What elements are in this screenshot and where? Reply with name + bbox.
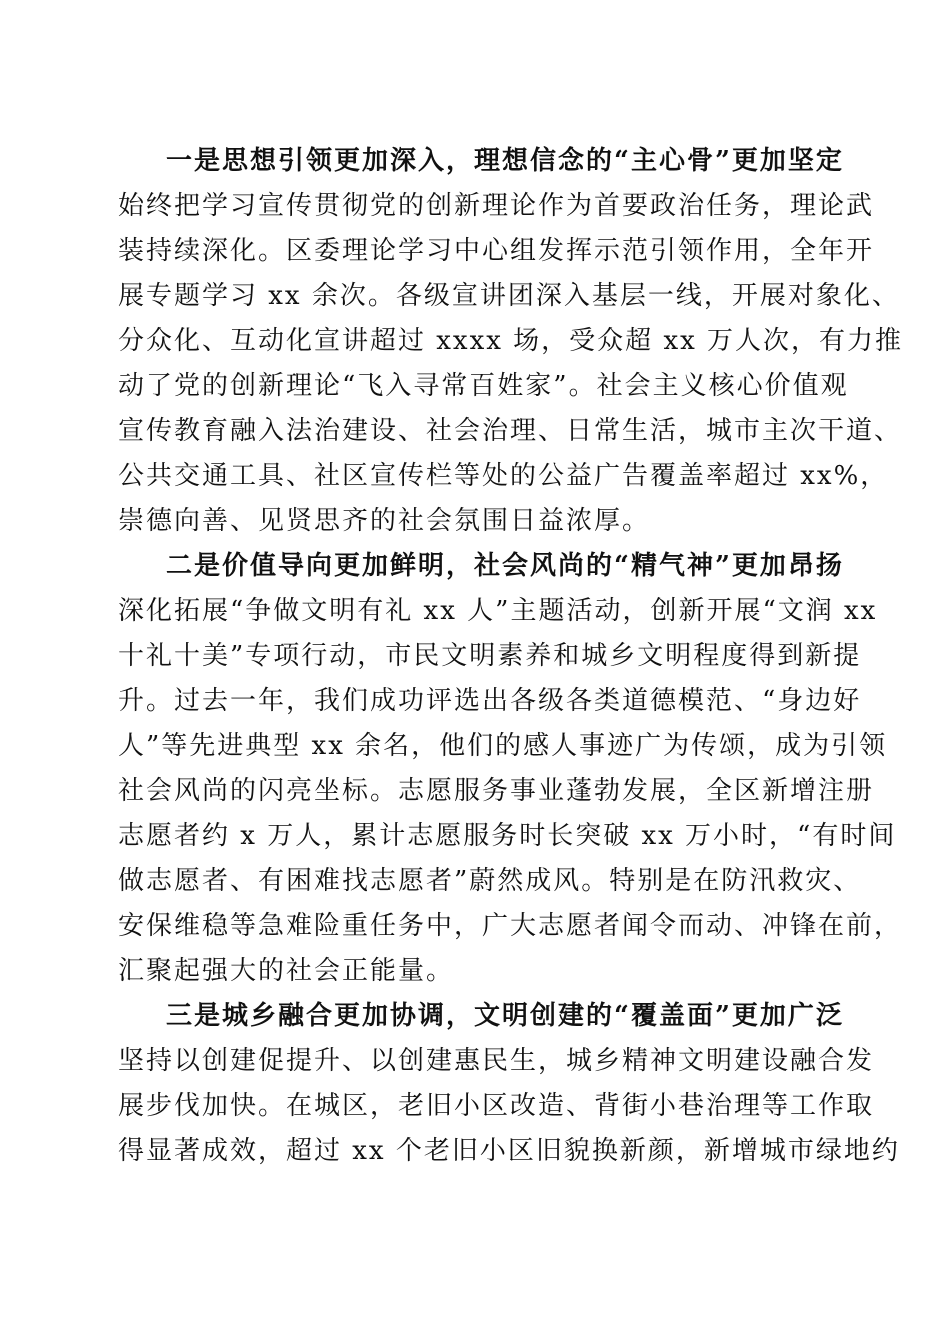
- body-line: 动了党的创新理论“飞入寻常百姓家”。社会主义核心价值观: [118, 371, 849, 401]
- body-line: 社会风尚的闪亮坐标。志愿服务事业蓬勃发展，全区新增注册: [118, 776, 875, 806]
- body-line: 汇聚起强大的社会正能量。: [118, 956, 455, 986]
- body-line: 得显著成效，超过 xx 个老旧小区旧貌换新颜，新增城市绿地约: [118, 1136, 900, 1166]
- body-line: 始终把学习宣传贯彻党的创新理论作为首要政治任务，理论武: [118, 191, 875, 221]
- body-line: 志愿者约 x 万人，累计志愿服务时长突破 xx 万小时，“有时间: [118, 821, 897, 851]
- body-line: 做志愿者、有困难找志愿者”蔚然成风。特别是在防汛救灾、: [118, 866, 862, 896]
- body-line: 崇德向善、见贤思齐的社会氛围日益浓厚。: [118, 506, 651, 536]
- section-heading: 二是价值导向更加鲜明，社会风尚的“精气神”更加昂扬: [166, 551, 844, 581]
- section-heading: 三是城乡融合更加协调，文明创建的“覆盖面”更加广泛: [166, 1001, 844, 1031]
- section-3: [118, 994, 900, 1174]
- body-line: 深化拓展“争做文明有礼 xx 人”主题活动，创新开展“文润 xx: [118, 596, 878, 626]
- body-line: 展专题学习 xx 余次。各级宣讲团深入基层一线，开展对象化、: [118, 281, 900, 311]
- body-line: 安保维稳等急难险重任务中，广大志愿者闻令而动、冲锋在前，: [118, 911, 903, 941]
- body-line: 分众化、互动化宣讲超过 xxxx 场，受众超 xx 万人次，有力推: [118, 326, 904, 356]
- body-line: 坚持以创建促提升、以创建惠民生，城乡精神文明建设融合发: [118, 1046, 875, 1076]
- body-line: 宣传教育融入法治建设、社会治理、日常生活，城市主次干道、: [118, 416, 903, 446]
- section-2: [118, 544, 903, 994]
- body-line: 升。过去一年，我们成功评选出各级各类道德模范、“身边好: [118, 686, 862, 716]
- section-heading: 一是思想引领更加深入，理想信念的“主心骨”更加坚定: [166, 146, 844, 176]
- body-line: 装持续深化。区委理论学习中心组发挥示范引领作用，全年开: [118, 236, 875, 266]
- body-line: 人”等先进典型 xx 余名，他们的感人事迹广为传颂，成为引领: [118, 731, 888, 761]
- section-1: [118, 139, 904, 544]
- body-line: 十礼十美”专项行动，市民文明素养和城乡文明程度得到新提: [118, 641, 862, 671]
- body-line: 展步伐加快。在城区，老旧小区改造、背街小巷治理等工作取: [118, 1091, 875, 1121]
- document-body: [118, 139, 904, 1174]
- body-line: 公共交通工具、社区宣传栏等处的公益广告覆盖率超过 xx%，: [118, 461, 889, 491]
